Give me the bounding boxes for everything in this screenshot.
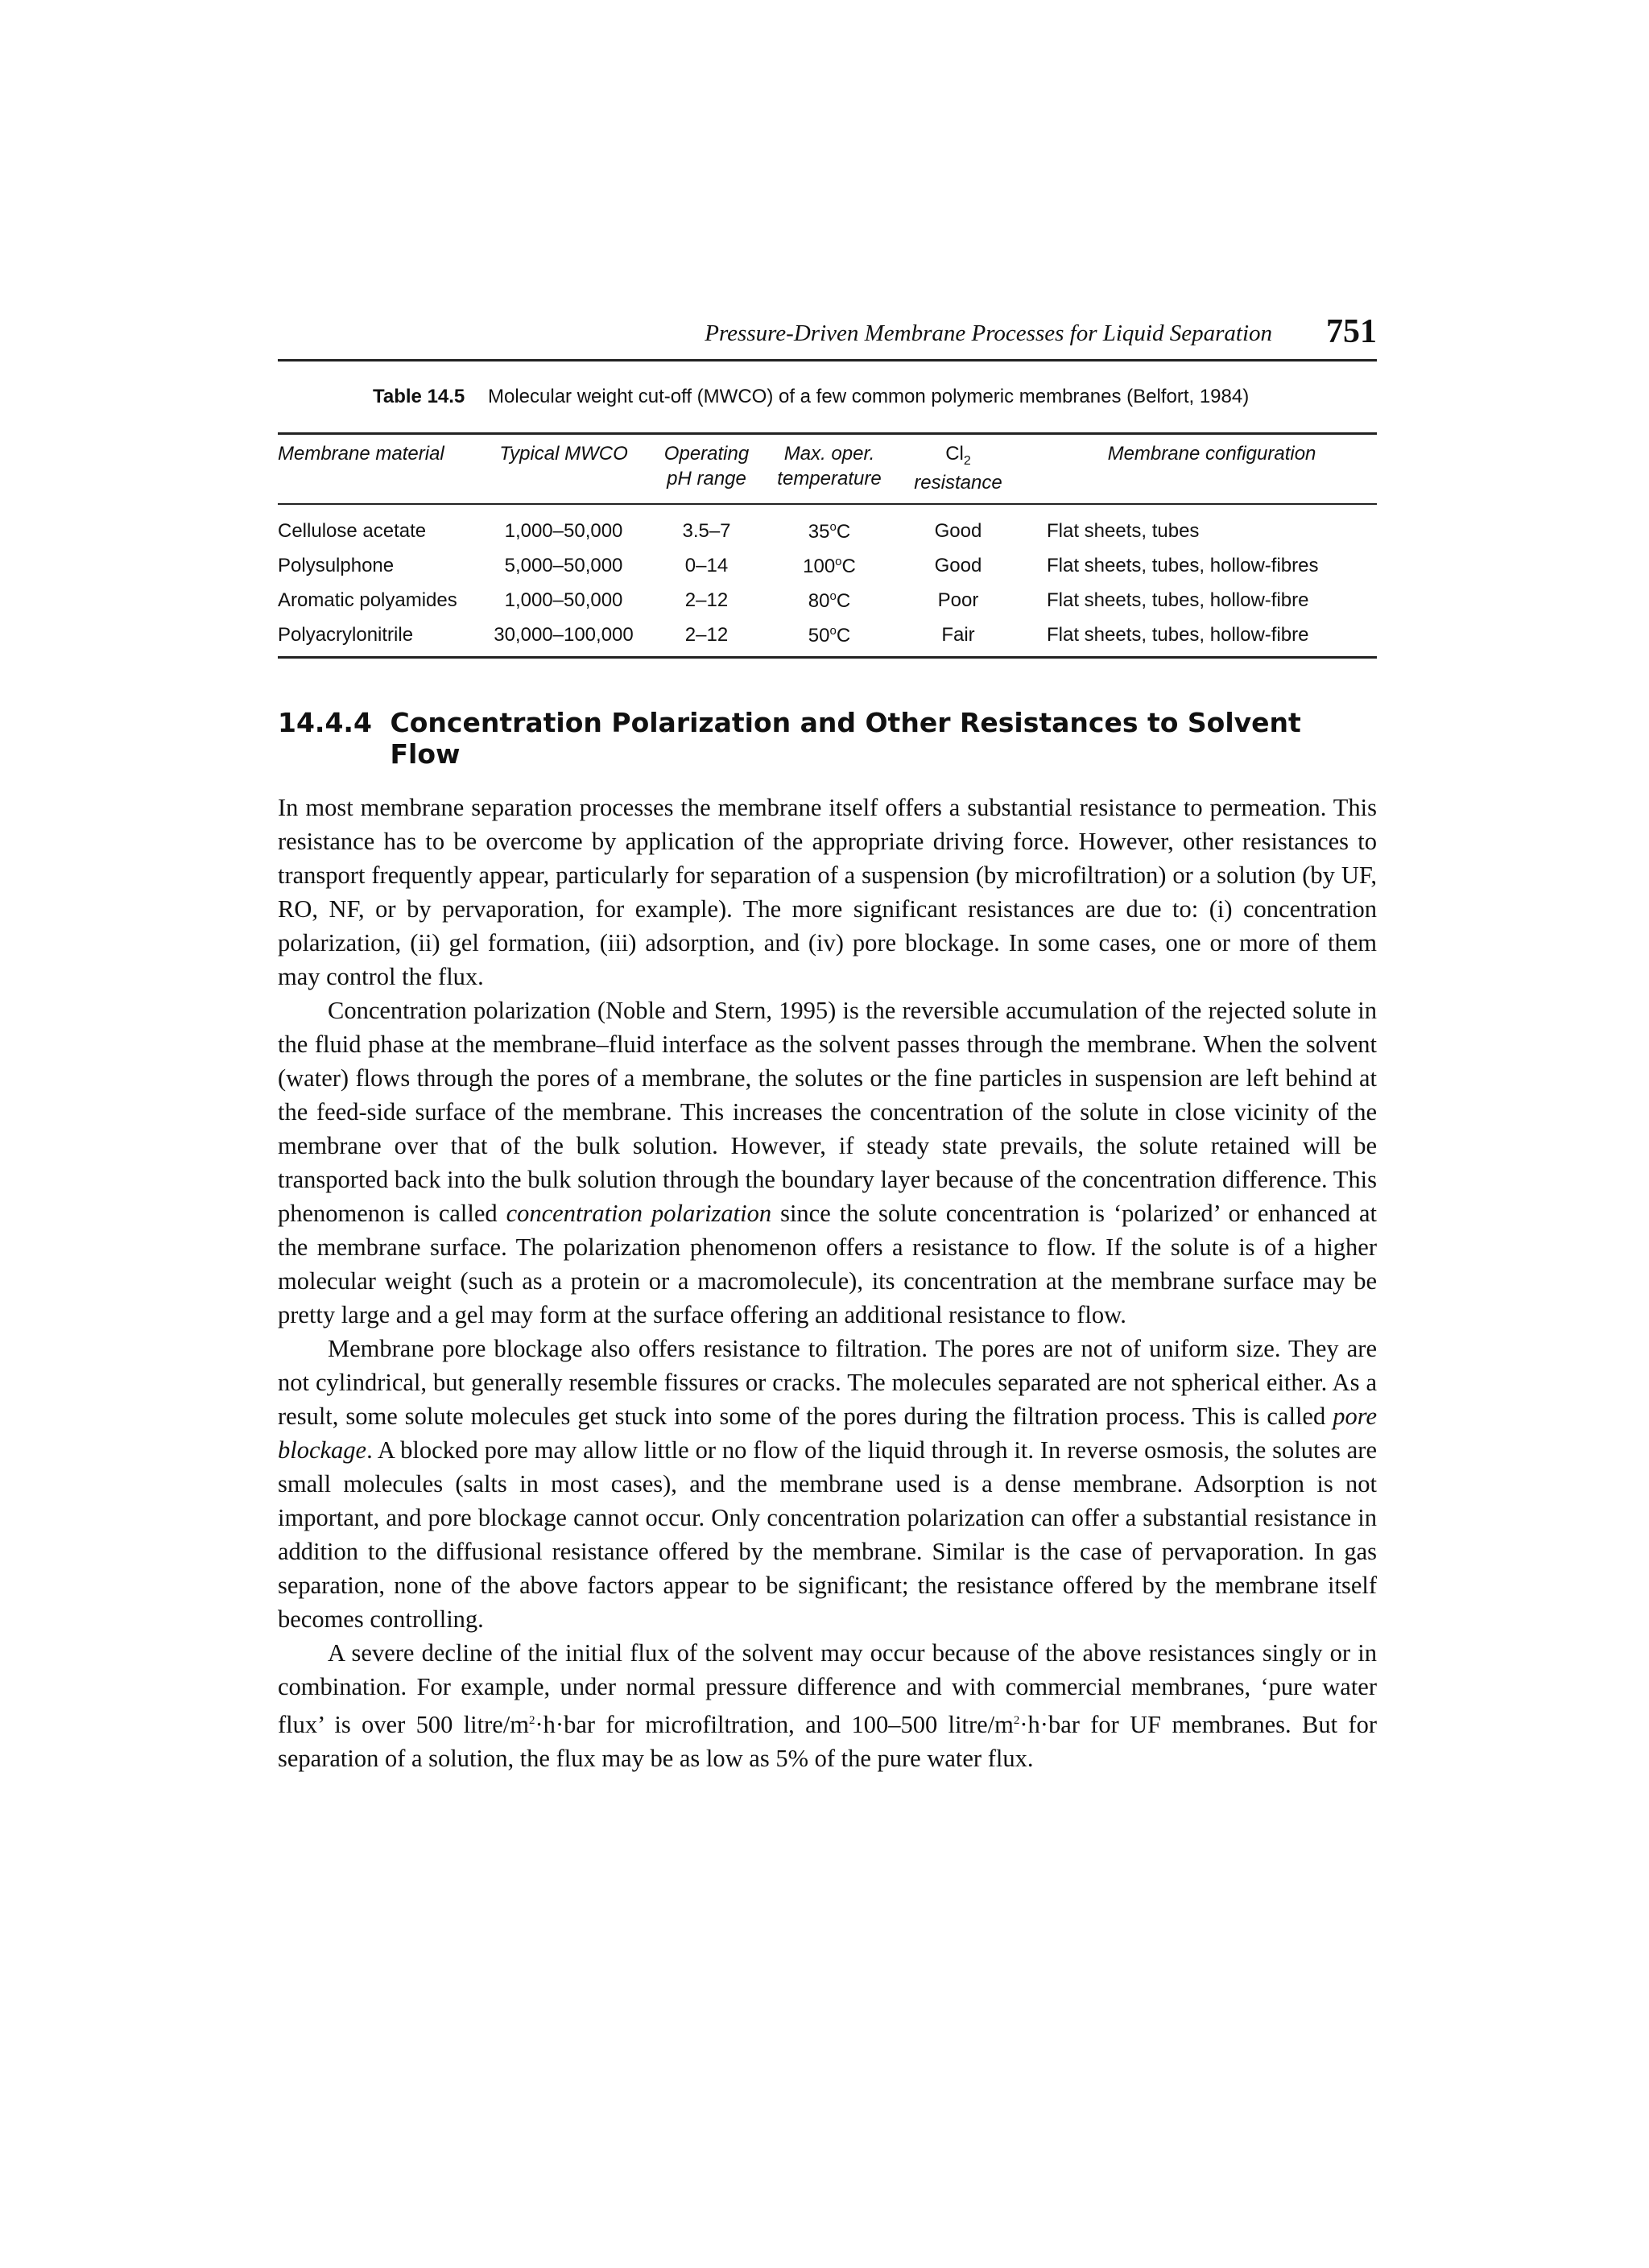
cell-mwco: 30,000–100,000: [494, 624, 634, 647]
col-header-temp-line1: Max. oper.: [783, 443, 875, 465]
cell-temperature: [765, 618, 894, 658]
temp-value: 50: [808, 624, 830, 647]
table-header-row: [278, 434, 1377, 504]
paragraph-text: ·h·bar for microfiltration, and 100–500 litre/m: [535, 1710, 1014, 1738]
emphasis-term: concentration polarization: [506, 1199, 772, 1227]
col-header-mwco: Typical MWCO: [499, 443, 628, 465]
table-label: Table 14.5: [373, 386, 465, 407]
table-row: [278, 584, 1377, 618]
paragraph-text: since the solute concentration is ‘polarized’ or enhanced at the membrane surface. The polarization phenomenon offers a resistance to flow. If the solute is of a higher molecular weight (such as a protein or a macromolecule), its concentration at the membrane surface may be pretty large and a gel may form at the surface offering an additional resistance to flow.: [278, 1199, 1377, 1328]
degree-mark: o: [829, 519, 837, 534]
temp-value: 35: [808, 520, 830, 543]
body-text: [278, 791, 1377, 1775]
emphasis-term: pore blockage: [278, 1402, 1377, 1464]
degree-mark: o: [829, 589, 837, 603]
cell-material: Cellulose acetate: [278, 520, 427, 543]
section-number: 14.4.4: [278, 706, 372, 738]
cell-material: Polyacrylonitrile: [278, 624, 414, 647]
paragraph-text: A severe decline of the initial flux of the solvent may occur because of the above resistances singly or in combination. For example, under normal pressure difference and with commercial membranes, ‘pure water flux’ is over 500 litre/m: [278, 1638, 1377, 1738]
cell-material: Aromatic polyamides: [278, 589, 457, 612]
paragraph: [278, 1636, 1377, 1775]
cell-temperature: [765, 584, 894, 618]
cell-material: Polysulphone: [278, 555, 395, 577]
cell-ph: 2–12: [684, 624, 729, 647]
degree-mark: o: [835, 554, 842, 568]
temp-value: 80: [808, 589, 830, 612]
cell-ph: 2–12: [684, 589, 729, 612]
table-row: [278, 549, 1377, 584]
table-caption-text: Molecular weight cut-off (MWCO) of a few common polymeric membranes (Belfort, 1984): [488, 386, 1250, 407]
mwco-table: [278, 432, 1377, 659]
paragraph: [278, 994, 1377, 1332]
temp-value: 100: [803, 555, 836, 577]
cell-ph: 0–14: [684, 555, 729, 577]
col-header-ph-line2: pH range: [667, 468, 746, 490]
cell-cl-resistance: Poor: [937, 589, 979, 612]
cell-mwco: 1,000–50,000: [504, 520, 623, 543]
cell-cl-resistance: Good: [934, 555, 982, 577]
cell-temperature: [765, 549, 894, 584]
temp-unit: C: [836, 520, 851, 543]
cell-ph: 3.5–7: [682, 520, 731, 543]
book-page: [278, 314, 1377, 1775]
col-header-cl-main: Cl: [945, 443, 964, 465]
col-header-ph-line1: Operating: [663, 443, 750, 465]
paragraph-text: Concentration polarization (Noble and Stern, 1995) is the reversible accumulation of the rejected solute in the fluid phase at the membrane–fluid interface as the solvent passes through the membrane. When the solvent (water) flows through the pores of a membrane, the solutes or the fine particles in suspension are left behind at the feed-side surface of the membrane. This increases the concentration of the solute in close vicinity of the membrane over that of the bulk solution. However, if steady state prevails, the solute retained will be transported back into the bulk solution through the boundary layer because of the concentration difference. This phenomenon is called: [278, 996, 1377, 1227]
col-header-temp-line2: temperature: [777, 468, 882, 490]
section-heading: [278, 707, 1377, 770]
superscript: 2: [1013, 1713, 1020, 1727]
col-header-config: Membrane configuration: [1107, 443, 1316, 465]
temp-unit: C: [841, 555, 856, 577]
paragraph-text: ·h·bar for UF membranes. But for separation of a solution, the flux may be as low as 5% of the pure water flux.: [278, 1710, 1377, 1772]
superscript: 2: [529, 1713, 535, 1727]
running-title: Pressure-Driven Membrane Processes for Liquid Separation: [705, 320, 1272, 346]
cell-cl-resistance: Fair: [941, 624, 975, 647]
running-header: [278, 314, 1377, 361]
col-header-material: Membrane material: [278, 443, 444, 465]
col-header-cl-line2: resistance: [914, 471, 1002, 494]
section-title: Concentration Polarization and Other Resistances to Solvent Flow: [390, 706, 1301, 770]
cell-mwco: 5,000–50,000: [504, 555, 623, 577]
page-number: 751: [1326, 313, 1377, 350]
col-header-ph: [648, 434, 765, 504]
col-header-cl2: [894, 434, 1023, 504]
cell-config: Flat sheets, tubes, hollow-fibre: [1047, 624, 1309, 647]
cell-config: Flat sheets, tubes, hollow-fibre: [1047, 589, 1309, 612]
cell-config: Flat sheets, tubes: [1047, 520, 1200, 543]
temp-unit: C: [836, 624, 851, 647]
table-row: [278, 504, 1377, 549]
paragraph: In most membrane separation processes the membrane itself offers a substantial resistance to permeation. This resistance has to be overcome by application of the appropriate driving force. However, other resistances to transport frequently appear, particularly for separation of a suspension (by microfiltration) or a solution (by UF, RO, NF, or by pervaporation, for example). The more significant resistances are due to: (i) concentration polarization, (ii) gel formation, (iii) adsorption, and (iv) pore blockage. In some cases, one or more of them may control the flux.: [278, 793, 1377, 990]
paragraph-text: . A blocked pore may allow little or no flow of the liquid through it. In reverse osmosis, the solutes are small molecules (salts in most cases), and the membrane used is a dense membrane. Adsorption is not important, and pore blockage cannot occur. Only concentration polarization can offer a substantial resistance in addition to the diffusional resistance offered by the membrane. Similar is the case of pervaporation. In gas separation, none of the above factors appear to be significant; the resistance offered by the membrane itself becomes controlling.: [278, 1436, 1377, 1633]
cell-mwco: 1,000–50,000: [504, 589, 623, 612]
table-row: [278, 618, 1377, 658]
col-header-cl-sub: 2: [963, 453, 971, 468]
paragraph-text: Membrane pore blockage also offers resistance to filtration. The pores are not of uniform size. They are not cylindrical, but generally resemble fissures or cracks. The molecules separated are not spherical either. As a result, some solute molecules get stuck into some of the pores during the filtration process. This is called: [278, 1334, 1377, 1430]
cell-temperature: [765, 504, 894, 549]
cell-config: Flat sheets, tubes, hollow-fibres: [1047, 555, 1319, 577]
paragraph: [278, 1332, 1377, 1636]
temp-unit: C: [836, 589, 851, 612]
table-caption: [278, 386, 1377, 408]
degree-mark: o: [829, 623, 837, 638]
cell-cl-resistance: Good: [934, 520, 982, 543]
col-header-temperature: [765, 434, 894, 504]
